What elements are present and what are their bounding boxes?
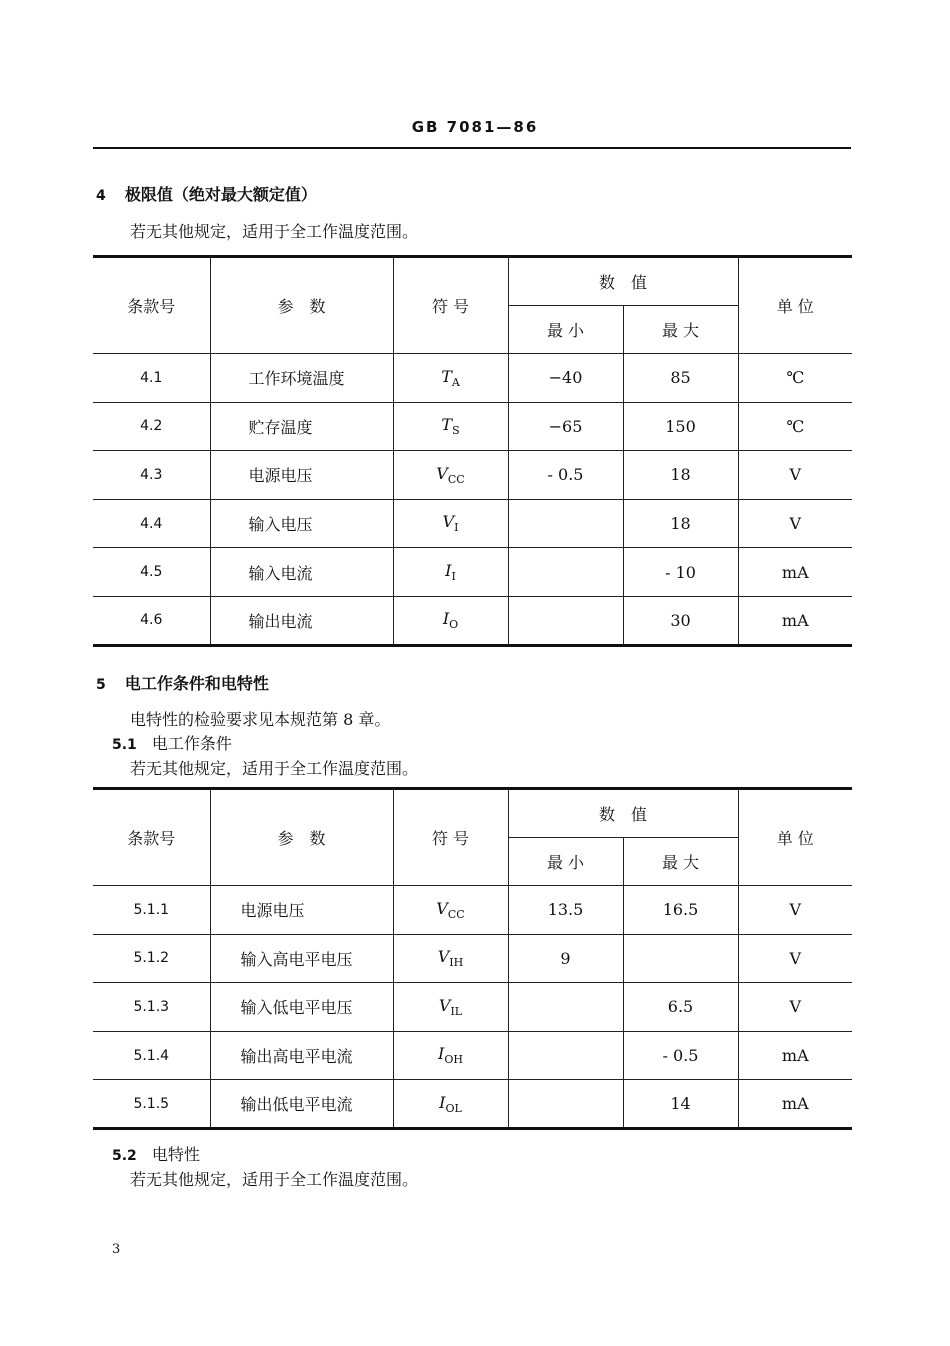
cell-clause: 4.5 xyxy=(93,548,210,597)
symbol-subscript: CC xyxy=(447,907,465,921)
cell-clause: 5.1.1 xyxy=(93,886,210,935)
cell-min xyxy=(508,1031,623,1080)
cell-max: 30 xyxy=(623,596,738,645)
cell-param: 输入电压 xyxy=(210,499,393,548)
header-clause: 条款号 xyxy=(93,257,210,354)
header-param: 参 数 xyxy=(210,789,393,886)
header-min: 最 小 xyxy=(508,838,623,886)
symbol-letter: I xyxy=(442,609,450,629)
cell-unit: mA xyxy=(738,596,852,645)
symbol-letter: V xyxy=(437,947,450,967)
table-row xyxy=(93,402,852,451)
cell-clause: 5.1.5 xyxy=(93,1080,210,1129)
section-5-note: 电特性的检验要求见本规范第 8 章。 xyxy=(130,710,391,729)
cell-min: −40 xyxy=(508,354,623,403)
cell-max: 18 xyxy=(623,451,738,500)
header-unit: 单 位 xyxy=(738,789,852,886)
cell-clause: 5.1.4 xyxy=(93,1031,210,1080)
cell-unit: V xyxy=(738,983,852,1032)
header-rule xyxy=(93,147,851,149)
table-row xyxy=(93,983,852,1032)
table-row xyxy=(93,548,852,597)
cell-min: −65 xyxy=(508,402,623,451)
cell-max: 16.5 xyxy=(623,886,738,935)
symbol-subscript: I xyxy=(454,521,459,535)
cell-max: 150 xyxy=(623,402,738,451)
symbol-subscript: OL xyxy=(445,1101,462,1115)
cell-min xyxy=(508,499,623,548)
symbol-letter: V xyxy=(436,898,448,918)
subsection-5-2-note: 若无其他规定，适用于全工作温度范围。 xyxy=(130,1170,419,1189)
cell-param: 电源电压 xyxy=(210,451,393,500)
table-row xyxy=(93,499,852,548)
table-row xyxy=(93,1031,852,1080)
symbol-letter: V xyxy=(442,512,455,532)
symbol-letter: T xyxy=(441,415,453,435)
cell-symbol xyxy=(393,934,508,983)
cell-unit: mA xyxy=(738,1080,852,1129)
cell-unit: mA xyxy=(738,1031,852,1080)
table-row xyxy=(93,596,852,645)
cell-min: - 0.5 xyxy=(508,451,623,500)
table-row xyxy=(93,1080,852,1129)
cell-unit: mA xyxy=(738,548,852,597)
cell-unit: ℃ xyxy=(738,402,852,451)
cell-max: 6.5 xyxy=(623,983,738,1032)
header-symbol: 符 号 xyxy=(393,257,508,354)
symbol-subscript: IH xyxy=(449,956,464,970)
cell-symbol xyxy=(393,983,508,1032)
header-value: 数 值 xyxy=(508,257,738,306)
cell-param: 贮存温度 xyxy=(210,402,393,451)
cell-max: 18 xyxy=(623,499,738,548)
cell-clause: 5.1.2 xyxy=(93,934,210,983)
cell-param: 输出高电平电流 xyxy=(210,1031,393,1080)
cell-param: 输入电流 xyxy=(210,548,393,597)
symbol-letter: I xyxy=(445,561,452,581)
cell-unit: ℃ xyxy=(738,354,852,403)
subsection-5-2-heading xyxy=(112,1142,200,1165)
cell-unit: V xyxy=(738,886,852,935)
cell-symbol xyxy=(393,354,508,403)
section-5-heading xyxy=(96,671,269,694)
symbol-subscript: CC xyxy=(447,473,465,487)
cell-min: 13.5 xyxy=(508,886,623,935)
cell-min xyxy=(508,1080,623,1129)
symbol-letter: I xyxy=(439,1092,446,1112)
table-row xyxy=(93,451,852,500)
cell-clause: 4.4 xyxy=(93,499,210,548)
subsection-5-2-number: 5.2 xyxy=(112,1148,137,1164)
symbol-subscript: IL xyxy=(450,1005,463,1019)
table-row xyxy=(93,354,852,403)
cell-param: 输入高电平电压 xyxy=(210,934,393,983)
section-4-title: 极限值（绝对最大额定值） xyxy=(124,185,317,204)
cell-max: - 10 xyxy=(623,548,738,597)
cell-clause: 4.2 xyxy=(93,402,210,451)
cell-symbol xyxy=(393,499,508,548)
cell-max: 14 xyxy=(623,1080,738,1129)
subsection-5-1-title: 电工作条件 xyxy=(151,734,232,753)
symbol-letter: V xyxy=(438,995,451,1015)
cell-symbol xyxy=(393,402,508,451)
cell-clause: 4.1 xyxy=(93,354,210,403)
cell-symbol xyxy=(393,548,508,597)
cell-symbol xyxy=(393,451,508,500)
cell-param: 输出低电平电流 xyxy=(210,1080,393,1129)
cell-clause: 5.1.3 xyxy=(93,983,210,1032)
subsection-5-2-title: 电特性 xyxy=(151,1145,200,1164)
header-clause: 条款号 xyxy=(93,789,210,886)
cell-min xyxy=(508,983,623,1032)
symbol-letter: I xyxy=(438,1044,445,1064)
subsection-5-1-heading xyxy=(112,731,232,754)
symbol-subscript: OH xyxy=(444,1053,463,1067)
page-number: 3 xyxy=(112,1242,121,1257)
cell-unit: V xyxy=(738,451,852,500)
section-4-note: 若无其他规定，适用于全工作温度范围。 xyxy=(130,222,419,241)
standard-number: GB 7081—86 xyxy=(411,118,539,136)
cell-max xyxy=(623,934,738,983)
cell-unit: V xyxy=(738,499,852,548)
symbol-subscript: O xyxy=(449,618,459,632)
cell-min xyxy=(508,596,623,645)
limits-table xyxy=(93,255,852,647)
section-4-heading xyxy=(96,182,317,205)
cell-max: - 0.5 xyxy=(623,1031,738,1080)
cell-max: 85 xyxy=(623,354,738,403)
cell-clause: 4.6 xyxy=(93,596,210,645)
header-symbol: 符 号 xyxy=(393,789,508,886)
subsection-5-1-number: 5.1 xyxy=(112,737,137,753)
cell-symbol xyxy=(393,596,508,645)
section-4-number: 4 xyxy=(96,188,106,204)
cell-unit: V xyxy=(738,934,852,983)
cell-min: 9 xyxy=(508,934,623,983)
header-value: 数 值 xyxy=(508,789,738,838)
section-5-title: 电工作条件和电特性 xyxy=(124,674,269,693)
table-row xyxy=(93,886,852,935)
symbol-letter: T xyxy=(441,366,452,386)
cell-symbol xyxy=(393,1080,508,1129)
cell-min xyxy=(508,548,623,597)
symbol-subscript: I xyxy=(451,570,456,584)
operating-conditions-table xyxy=(93,787,852,1130)
symbol-subscript: A xyxy=(451,375,460,389)
cell-clause: 4.3 xyxy=(93,451,210,500)
header-max: 最 大 xyxy=(623,306,738,354)
cell-param: 输入低电平电压 xyxy=(210,983,393,1032)
header-unit: 单 位 xyxy=(738,257,852,354)
cell-symbol xyxy=(393,886,508,935)
cell-symbol xyxy=(393,1031,508,1080)
cell-param: 工作环境温度 xyxy=(210,354,393,403)
symbol-letter: V xyxy=(436,463,448,483)
subsection-5-1-note: 若无其他规定，适用于全工作温度范围。 xyxy=(130,759,419,778)
section-5-number: 5 xyxy=(96,677,106,693)
symbol-subscript: S xyxy=(452,424,460,438)
header-min: 最 小 xyxy=(508,306,623,354)
header-max: 最 大 xyxy=(623,838,738,886)
cell-param: 电源电压 xyxy=(210,886,393,935)
cell-param: 输出电流 xyxy=(210,596,393,645)
table-row xyxy=(93,934,852,983)
header-param: 参 数 xyxy=(210,257,393,354)
